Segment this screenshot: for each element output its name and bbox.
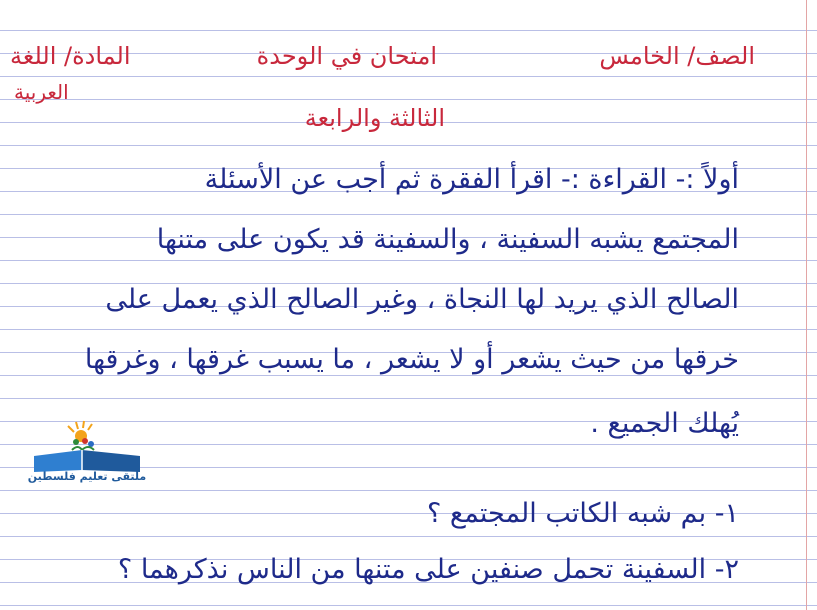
question-2: ٢- السفينة تحمل صنفين على متنها من الناس نذكرهما ؟ <box>117 554 739 585</box>
passage-line: يُهلك الجميع . <box>590 408 739 439</box>
passage-line: المجتمع يشبه السفينة ، والسفينة قد يكون على متنها <box>156 224 739 255</box>
question-1: ١- بم شبه الكاتب المجتمع ؟ <box>426 498 739 529</box>
units-heading: الثالثة والرابعة <box>304 104 445 132</box>
margin-line <box>806 0 807 610</box>
subject-heading: المادة/ اللغة <box>10 42 131 70</box>
grade-heading: الصف/ الخامس <box>599 42 755 70</box>
book-sun-logo-icon <box>22 420 152 472</box>
site-logo <box>22 420 152 492</box>
passage-line: خرقها من حيث يشعر أو لا يشعر ، ما يسبب غرقها ، وغرقها <box>84 344 739 375</box>
reading-instruction: أولاً :- القراءة :- اقرأ الفقرة ثم أجب عن الأسئلة <box>204 164 739 195</box>
exam-heading: امتحان في الوحدة <box>256 42 437 70</box>
subject-heading-cont: العربية <box>14 80 69 104</box>
passage-line: الصالح الذي يريد لها النجاة ، وغير الصالح الذي يعمل على <box>105 284 739 315</box>
logo-text: ملتقى تعليم فلسطين <box>27 470 147 483</box>
